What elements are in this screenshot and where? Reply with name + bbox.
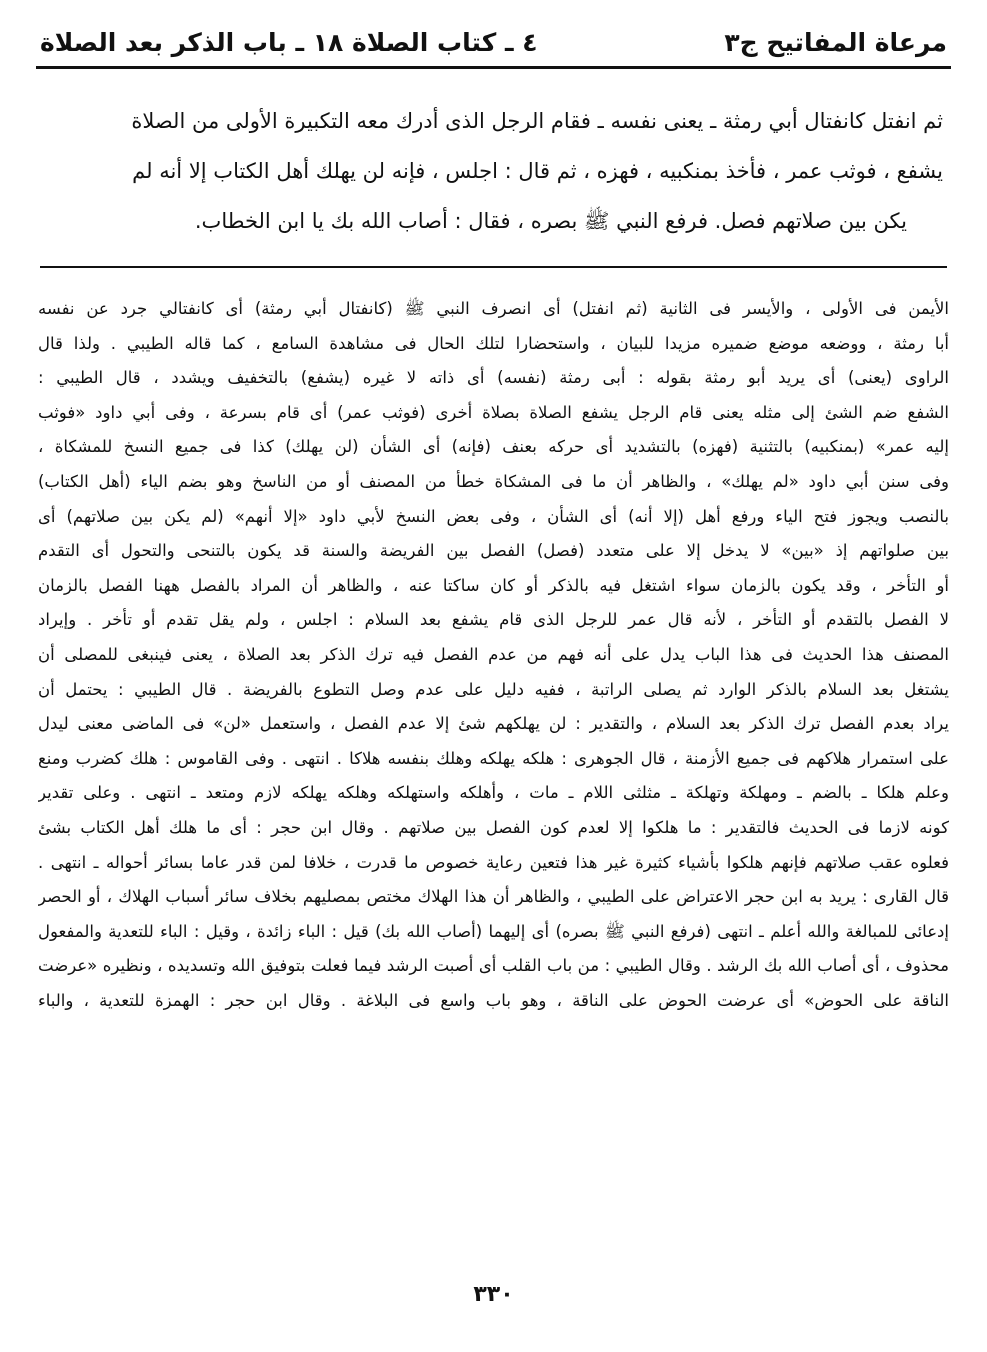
commentary-line: إليه عمر» (بمنكبيه) بالتثنية (فهزه) بالتشديد أى حركه بعنف (فإنه) أى الشأن (لن يهلك) كذا فى جميع النسخ للمشكاة ، bbox=[38, 437, 949, 457]
commentary-line: الناقة على الحوض» أى عرضت الحوض على الناقة ، وهو باب واسع فى البلاغة . وقال ابن حجر : الهمزة للتعدية ، والباء bbox=[38, 990, 949, 1010]
commentary-line: وفى سنن أبي داود «لم يهلك» ، والظاهر أن ما فى المشكاة خطأ من المصنف أو من الناسخ وهو بضم الياء (أهل الكتاب) bbox=[38, 471, 949, 491]
commentary-line: الشفع ضم الشئ إلى مثله يعنى قام الرجل يشفع الصلاة بصلاة أخرى (فوثب عمر) أى قام بسرعة ، وفى أبي داود «فوثب bbox=[38, 402, 949, 422]
separator-rule bbox=[40, 266, 947, 268]
commentary-line: وعلم هلكا ـ بالضم ـ ومهلكة وتهلكة ـ مثلثى اللام ـ مات ، وأهلكه واستهلكه وهلكه يهلكه لازم ومتعد ـ انتهى . وعلى تقدير bbox=[38, 783, 949, 803]
commentary-line: فعلوه عقب صلاتهم فإنهم هلكوا بأشياء كثيرة غير هذا فتعين رعاية خصوص ما قدرت ، خلافا لمن قدر عاما بسائر أحواله ـ انتهى . bbox=[38, 852, 949, 872]
section-title: ٤ ـ كتاب الصلاة ١٨ ـ باب الذكر بعد الصلاة bbox=[40, 27, 538, 57]
page-header bbox=[40, 22, 947, 62]
commentary-line: إدعائى للمبالغة والله أعلم ـ انتهى (فرفع النبي ﷺ بصره) أى إليهما (أصاب الله بك) قيل : الباء زائدة ، وقيل : الباء للتعدية والمفعول bbox=[38, 921, 949, 941]
page-number: ٣٣٠ bbox=[473, 1282, 514, 1307]
commentary-line: بالنصب ويجوز فتح الياء ورفع أهل (إلا أنه) أى الشأن ، وفى بعض النسخ لأبي داود «إلا أنهم» (لم يكن بين صلاتهم) أى bbox=[38, 506, 949, 526]
book-title: مرعاة المفاتيح ج٣ bbox=[724, 27, 947, 57]
commentary-line: قال القارى : يريد به ابن حجر الاعتراض على الطيبي ، والظاهر أن هذا الهلاك مختص بمصليهم بخلاف سائر أسباب الهلاك ، أو الحصر bbox=[38, 887, 949, 907]
commentary-line: أو التأخر ، وقد يكون بالزمان سواء اشتغل فيه بالذكر أو كان ساكتا عنه ، والظاهر أن المراد بالفصل ههنا الفصل بالزمان bbox=[38, 575, 949, 595]
commentary-line: على استمرار هلاكهم فى جميع الأزمنة ، قال الجوهرى : هلكه يهلكه وهلك بنفسه هلاكا . انتهى . وفى القاموس : هلك كضرب ومنع bbox=[38, 748, 949, 768]
commentary-line: المصنف هذا الحديث فى هذا الباب يدل على أنه فهم من عدم الفصل فيه ترك الذكر بعد الصلاة ، يعنى فينبغى للمصلى أن bbox=[38, 644, 949, 664]
commentary-line: محذوف ، أى أصاب الله بك الرشد . وقال الطيبي : من باب القلب أى أصبت الرشد فيما فعلت بتوفيق الله وتسديده ، ونظيره «عرضت bbox=[38, 956, 949, 976]
hadith-text bbox=[44, 96, 943, 246]
header-rule bbox=[36, 66, 951, 69]
commentary-line: يراد بعدم الفصل ترك الذكر بعد السلام ، والتقدير : لن يهلكهم شئ إلا عدم الفصل ، واستعمل «لن» فى الماضى معنى ليدل bbox=[38, 714, 949, 734]
hadith-line: يكن بين صلاتهم فصل. فرفع النبي ﷺ بصره ، فقال : أصاب الله بك يا ابن الخطاب. bbox=[194, 209, 907, 233]
commentary-line: يشتغل بعد السلام بالذكر الوارد ثم يصلى الراتبة ، ففيه دليل على عدم وصل التطوع بالفريضة . قال الطيبي : يحتمل أن bbox=[38, 679, 949, 699]
commentary-line: أبا رمثة ، ووضعه موضع ضميره مزيدا للبيان ، واستحضارا لتلك الحال فى مشاهدة السامع ، كما قاله الطيبي . ولذا قال bbox=[38, 333, 949, 353]
commentary-line: الراوى (يعنى) أى يريد أبو رمثة بقوله : أبى رمثة (نفسه) أى ذاته لا غيره (يشفع) بالتخفيف ويشدد ، قال الطيبي : bbox=[38, 368, 949, 388]
commentary-text bbox=[38, 292, 949, 1018]
commentary-line: لا الفصل بالتقدم أو التأخر ، لأنه قال عمر للرجل الذى قام يشفع بعد السلام : اجلس ، ولم يقل تقدم أو تأخر . وإيراد bbox=[38, 610, 949, 630]
commentary-line: الأيمن فى الأولى ، والأيسر فى الثانية (ثم انفتل) أى انصرف النبي ﷺ (كانفتال أبي رمثة) أى كانفتالي جرد عن نفسه bbox=[38, 299, 949, 318]
hadith-line: ثم انفتل كانفتال أبي رمثة ـ يعنى نفسه ـ فقام الرجل الذى أدرك معه التكبيرة الأولى من الصلاة bbox=[131, 109, 943, 133]
commentary-line: بين صلواتهم إذ «بين» لا يدخل إلا على متعدد (فصل) الفصل بين الفريضة والسنة قد يكون بالتنحى والتحول أى التقدم bbox=[38, 541, 949, 561]
commentary-line: كونه لازما فى الحديث فالتقدير : ما هلكوا إلا لعدم كون الفصل بين صلاتهم . وقال ابن حجر : أى ما هلك أهل الكتاب بشئ bbox=[38, 817, 949, 837]
hadith-line: يشفع ، فوثب عمر ، فأخذ بمنكبيه ، فهزه ، ثم قال : اجلس ، فإنه لن يهلك أهل الكتاب إلا أنه لم bbox=[132, 159, 943, 183]
